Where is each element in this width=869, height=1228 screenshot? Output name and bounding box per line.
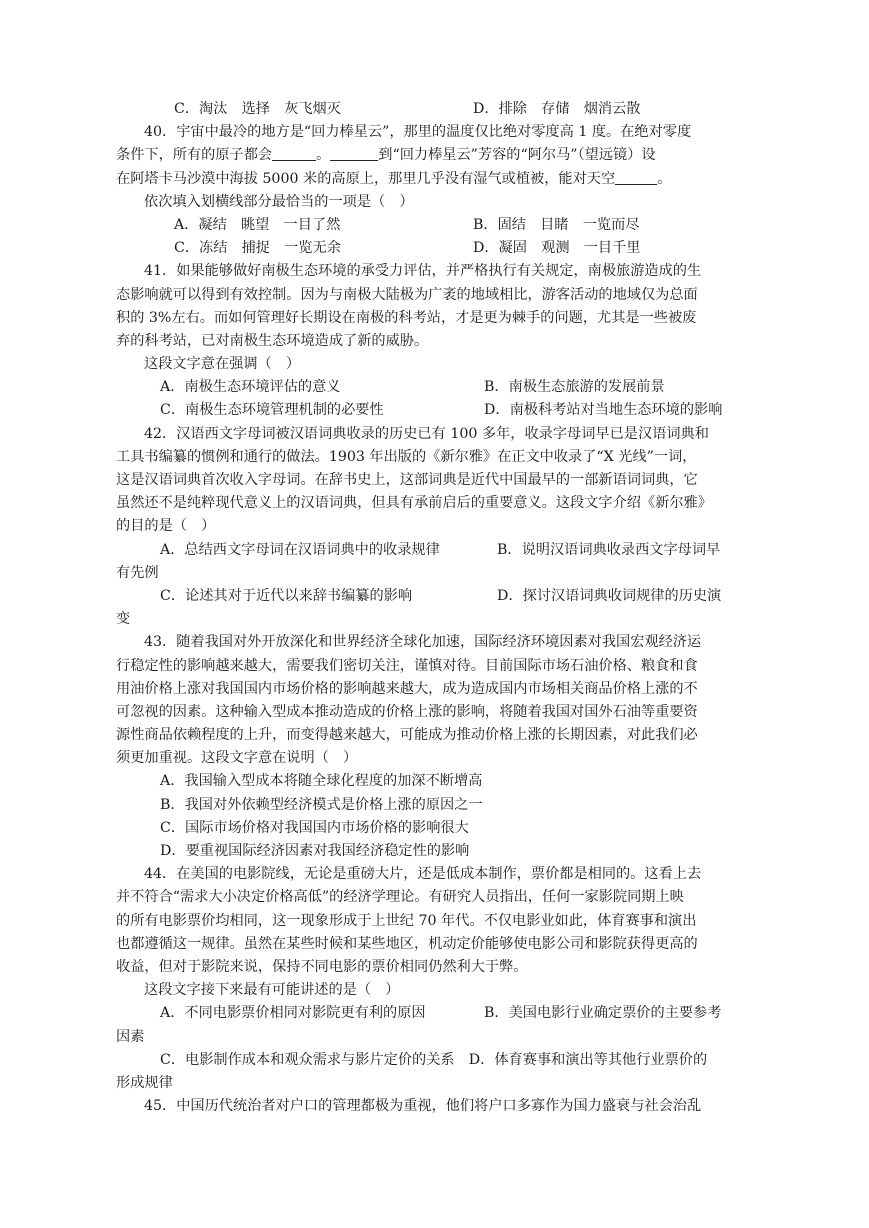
option-a: A．凝结 眺望 一目了然 [174, 216, 341, 233]
option-c: C．论述其对于近代以来辞书编纂的影响 [160, 587, 413, 604]
q42-line-1: 42．汉语西文字母词被汉语词典收录的历史已有 100 多年，收录字母词早已是汉语词典和 [144, 425, 709, 442]
q43-line-6: 须更加重视。这段文字意在说明（ ） [116, 750, 358, 767]
option-b: B．说明汉语词典收录西文字母词早 [497, 541, 721, 558]
q43-option-c: C．国际市场价格对我国国内市场价格的影响很大 [160, 819, 469, 836]
q42-line-5: 的目的是（ ） [116, 518, 216, 535]
q40-options-ab [116, 214, 742, 237]
option-d: D．凝固 观测 一目千里 [473, 240, 641, 257]
fill-blank-3 [615, 169, 657, 185]
q40-text: 到“回力棒星云”芳容的“阿尔马”（望远镜）设 [378, 147, 656, 164]
q40-text: 。 [657, 170, 672, 187]
q40-prompt: 依次填入划横线部分最恰当的一项是（ ） [144, 193, 414, 210]
q43-line-3: 用油价格上涨对我国国内市场价格的影响越来越大，成为造成国内市场相关商品价格上涨的不 [116, 680, 698, 697]
q44-option-d-wrap: 形成规律 [116, 1074, 173, 1091]
q41-line-4: 弃的科考站，已对南极生态环境造成了新的威胁。 [116, 332, 429, 349]
option-b: B．美国电影行业确定票价的主要参考 [484, 1005, 722, 1022]
q41-options-ab [116, 376, 742, 399]
q40-text: 。 [316, 147, 331, 164]
q40-line-3 [116, 168, 742, 191]
option-c: C．冻结 捕捉 一览无余 [174, 240, 341, 257]
option-c: C．南极生态环境管理机制的必要性 [160, 402, 384, 419]
q40-text: 在阿塔卡马沙漠中海拔 5000 米的高原上，那里几乎没有湿气或植被，能对天空 [116, 170, 616, 187]
option-a: A．总结西文字母词在汉语词典中的收录规律 [160, 541, 440, 558]
q40-options-cd [116, 237, 742, 260]
option-b: B．固结 目睹 一览而尽 [473, 216, 640, 233]
q40-line-2 [116, 144, 742, 167]
exam-page [116, 98, 742, 1118]
fill-blank-2 [330, 145, 378, 161]
q44-line-1: 44．在美国的电影院线，无论是重磅大片，还是低成本制作，票价都是相同的。这看上去 [144, 866, 702, 883]
q41-options-cd [116, 399, 742, 422]
q42-options-ab [116, 539, 742, 562]
q44-options-ab [116, 1002, 742, 1025]
option-c: C．淘汰 选择 灰飞烟灭 [174, 101, 341, 117]
q45-line-1: 45．中国历代统治者对户口的管理都极为重视，他们将户口多寡作为国力盛衰与社会治乱 [144, 1098, 702, 1115]
q44-line-4: 也都遵循这一规律。虽然在某些时候和某些地区，机动定价能够使电影公司和影院获得更高的 [116, 935, 698, 952]
q43-option-a: A．我国输入型成本将随全球化程度的加深不断增高 [160, 773, 483, 790]
q44-line-5: 收益，但对于影院来说，保持不同电影的票价相同仍然利大于弊。 [116, 958, 528, 975]
q43-line-2: 行稳定性的影响越来越大，需要我们密切关注，谨慎对待。目前国际市场石油价格、粮食和食 [116, 657, 698, 674]
q41-prompt: 这段文字意在强调（ ） [144, 356, 301, 373]
q43-line-4: 可忽视的因素。这种输入型成本推动造成的价格上涨的影响，将随着我国对国外石油等重要资 [116, 703, 698, 720]
option-a: A．南极生态环境评估的意义 [160, 379, 341, 396]
q42-options-cd [116, 585, 742, 608]
q42-option-b-wrap: 有先例 [116, 564, 159, 581]
option-b: B．南极生态旅游的发展前景 [484, 379, 665, 396]
q41-line-2: 态影响就可以得到有效控制。因为与南极大陆极为广袤的地域相比，游客活动的地域仅为总面 [116, 286, 698, 303]
q44-prompt: 这段文字接下来最有可能讲述的是（ ） [144, 982, 400, 999]
fill-blank-1 [272, 145, 316, 161]
q41-line-1: 41．如果能够做好南极生态环境的承受力评估，并严格执行有关规定，南极旅游造成的生 [144, 263, 702, 280]
option-d: D．探讨汉语词典收词规律的历史演 [497, 587, 722, 604]
q40-text: 条件下，所有的原子都会 [116, 147, 273, 164]
option-d: D．南极科考站对当地生态环境的影响 [484, 402, 723, 419]
q42-line-3: 这是汉语词典首次收入字母词。在辞书史上，这部词典是近代中国最早的一部新语词词典，它 [116, 472, 698, 488]
q43-option-b: B．我国对外依赖型经济模式是价格上涨的原因之一 [160, 796, 483, 813]
q44-options-cd: C．电影制作成本和观众需求与影片定价的关系 D．体育赛事和演出等其他行业票价的 [160, 1051, 708, 1068]
q39-options-cd [116, 98, 742, 121]
q44-line-3: 的所有电影票价均相同，这一现象形成于上世纪 70 年代。不仅电影业如此，体育赛事和演出 [116, 912, 697, 929]
option-d: D．排除 存储 烟消云散 [473, 101, 641, 117]
q44-option-b-wrap: 因素 [116, 1028, 145, 1045]
q43-option-d: D．要重视国际经济因素对我国经济稳定性的影响 [160, 843, 470, 859]
q43-line-5: 源性商品依赖程度的上升，而变得越来越大，可能成为推动价格上涨的长期因素，对此我们必 [116, 727, 698, 744]
q43-line-1: 43．随着我国对外开放深化和世界经济全球化加速，国际经济环境因素对我国宏观经济运 [144, 634, 702, 651]
option-a: A．不同电影票价相同对影院更有利的原因 [160, 1005, 426, 1022]
q40-line-1: 40．宇宙中最冷的地方是“回力棒星云”，那里的温度仅比绝对零度高 1 度。在绝对零度 [144, 124, 692, 141]
q42-line-2: 工具书编纂的惯例和通行的做法。1903 年出版的《新尔雅》在正文中收录了“X 光线”一词， [116, 448, 697, 465]
q44-line-2: 并不符合“需求大小决定价格高低”的经济学理论。有研究人员指出，任何一家影院同期上映 [116, 889, 684, 906]
q42-option-d-wrap: 变 [116, 611, 131, 628]
q42-line-4: 虽然还不是纯粹现代意义上的汉语词典，但具有承前启后的重要意义。这段文字介绍《新尔雅》 [116, 495, 712, 512]
q41-line-3: 积的 3%左右。而如何管理好长期设在南极的科考站，才是更为棘手的问题，尤其是一些被废 [116, 309, 697, 326]
